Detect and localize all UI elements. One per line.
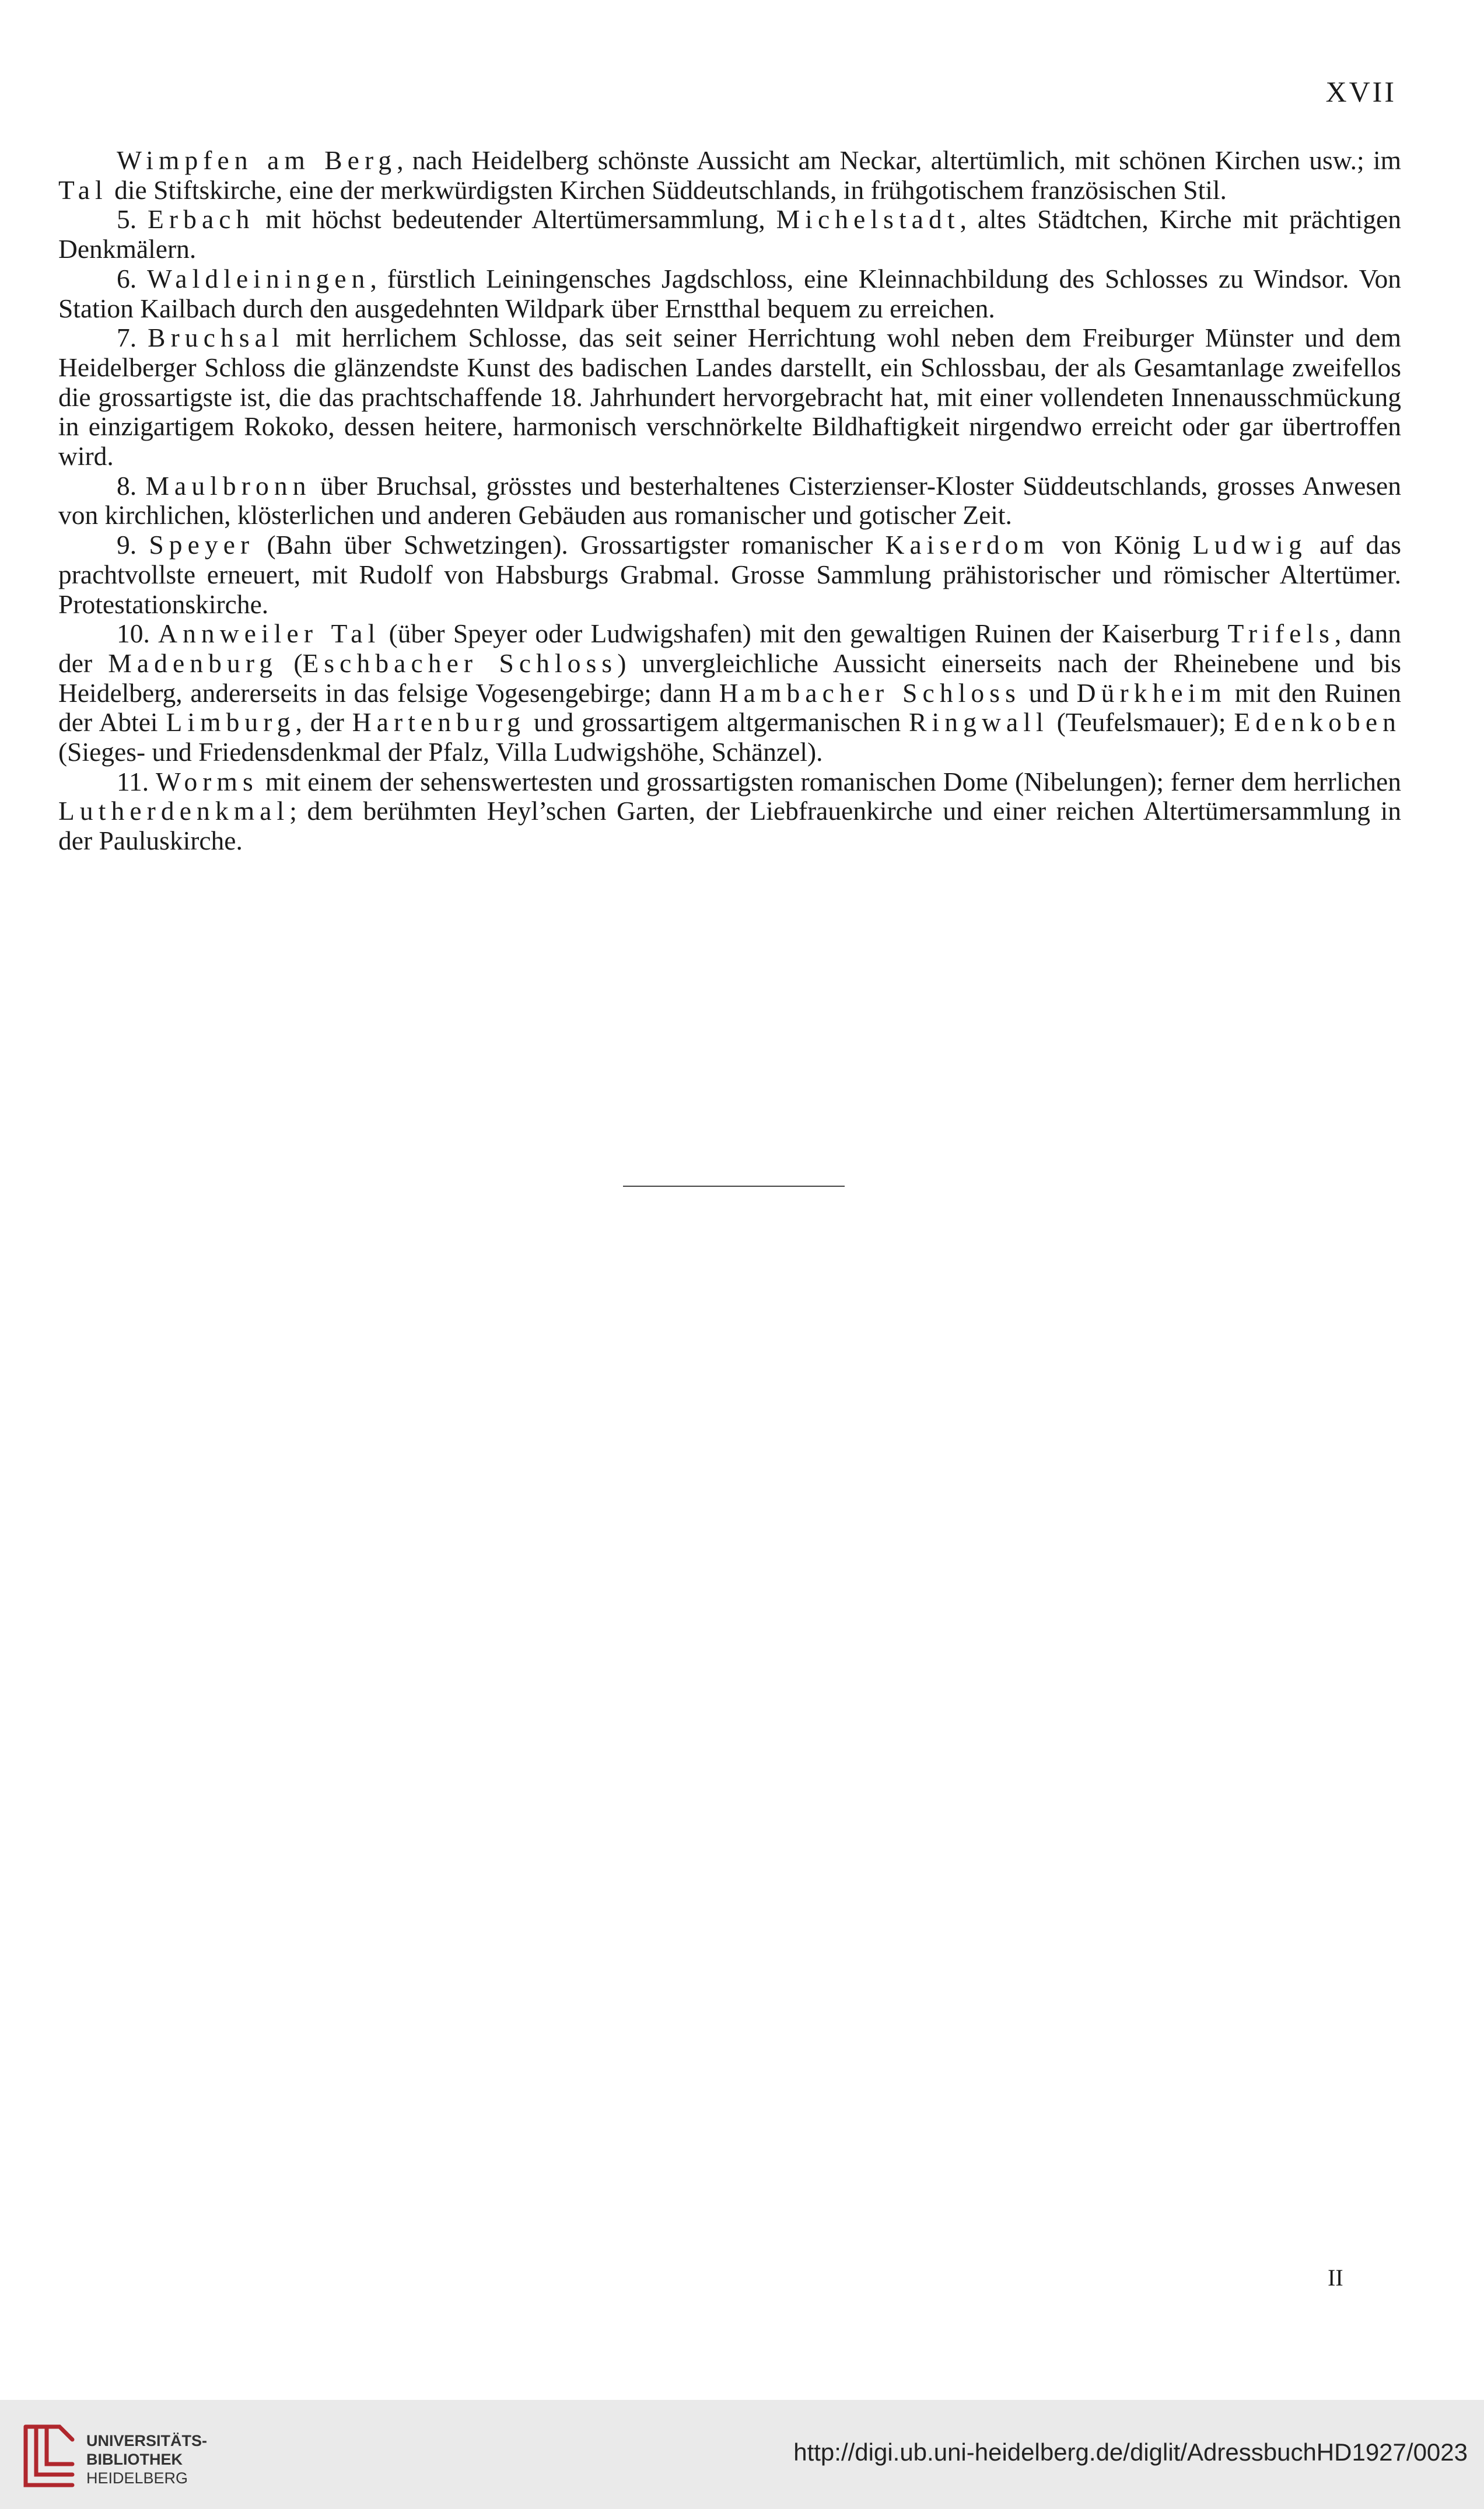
spaced-emphasis: Hambacher Schloss xyxy=(719,677,1021,708)
spaced-emphasis: Erbach xyxy=(148,204,255,235)
spaced-emphasis: Limburg xyxy=(166,707,296,738)
spaced-emphasis: Annweiler Tal xyxy=(158,618,381,649)
text-run: die Stiftskirche, eine der merkwürdigsten Kirchen Süddeutschlands, in frühgotischem französischen Stil. xyxy=(107,174,1227,205)
spaced-emphasis: Kaiserdom xyxy=(885,530,1050,560)
text-block xyxy=(58,146,1401,856)
text-run: (Sieges- und Friedensdenkmal der Pfalz, Villa Ludwigshöhe, Schänzel). xyxy=(58,737,823,767)
spaced-emphasis: Ringwall xyxy=(909,707,1049,738)
spaced-emphasis: Hartenburg xyxy=(352,707,526,738)
text-run: 5. xyxy=(117,204,148,235)
spaced-emphasis: Eschbacher Schloss xyxy=(302,648,618,678)
library-name-line: BIBLIOTHEK xyxy=(86,2451,183,2468)
spaced-emphasis: Ludwig xyxy=(1192,530,1307,560)
library-logo-icon xyxy=(14,2421,84,2491)
text-run: ( xyxy=(278,648,303,678)
text-run: (über Speyer oder Ludwigshafen) mit den gewaltigen Ruinen der Kaiserburg xyxy=(380,618,1228,649)
paragraph xyxy=(58,323,1401,471)
text-run: , nach Heidelberg schönste Aussicht am Neckar, altertümlich, mit schönen Kirchen usw.; im xyxy=(397,145,1401,175)
spaced-emphasis: Maulbronn xyxy=(145,470,312,501)
paragraph xyxy=(58,471,1401,530)
paragraph xyxy=(58,146,1401,205)
text-run: ; dem berühmten Heyl’schen Garten, der Liebfrauenkirche und einer reichen Altertümersammlung in der Pauluskirche. xyxy=(58,796,1401,856)
text-run: auf das prachtvollste erneuert, mit Rudolf von Habsburgs Grabmal. Grosse Sammlung prähistorischer und römischer Altertümer. Protestationskirche. xyxy=(58,530,1402,619)
paragraph xyxy=(58,619,1401,767)
text-run: (Teufelsmauer); xyxy=(1048,707,1234,738)
paragraph xyxy=(58,205,1401,264)
text-run: , fürstlich Leiningensches Jagdschloss, eine Kleinnachbildung des Schlosses zu Windsor. Von Station Kailbach durch den ausgedehnten Wildpark über Ernstthal bequem zu erreichen. xyxy=(58,263,1401,323)
text-run: 7. xyxy=(117,323,148,353)
page-number: XVII xyxy=(1325,75,1396,108)
text-run: 6. xyxy=(117,263,147,293)
text-run: , dann der xyxy=(58,618,1401,678)
text-run: ) unvergleichliche Aussicht einerseits nach der Rheinebene und bis Heidelberg, andererseits in das felsige Vogesengebirge; dann xyxy=(58,648,1401,708)
spaced-emphasis: Bruchsal xyxy=(148,323,285,353)
text-run: mit den Ruinen der Abtei xyxy=(58,677,1401,738)
text-run: 9. xyxy=(117,530,149,560)
spaced-emphasis: Speyer xyxy=(149,530,255,560)
spaced-emphasis: Edenkoben xyxy=(1234,707,1401,738)
source-url-link[interactable]: http://digi.ub.uni-heidelberg.de/diglit/AdressbuchHD1927/0023 xyxy=(793,2438,1468,2466)
spaced-emphasis: Michelstadt xyxy=(776,204,960,235)
text-run: von König xyxy=(1049,530,1193,560)
spaced-emphasis: Trifels xyxy=(1227,618,1335,649)
text-run: mit höchst bedeutender Altertümersammlung, xyxy=(254,204,776,235)
footer-bar xyxy=(0,2400,1484,2509)
text-run: mit herrlichem Schlosse, das seit seiner Herrichtung wohl neben dem Freiburger Münster und dem Heidelberger Schloss die glänzendste Kunst des badischen Landes darstellt, ein Schlossbau, der als Gesamtanlage zweifellos die grossartigste ist, die das prachtschaffende 18. Jahrhundert hervorgebracht hat, mit einer vollendeten Innenausschmückung in einzigartigem Rokoko, dessen heitere, harmonisch verschnörkelte Bildhaftigkeit nirgendwo erreicht oder gar übertroffen wird. xyxy=(58,323,1402,471)
paragraph xyxy=(58,264,1401,323)
text-run: über Bruchsal, grösstes und besterhaltenes Cisterzienser-Kloster Süddeutschlands, grosses Anwesen von kirchlichen, klösterlichen und anderen Gebäuden aus romanischer und gotischer Zeit. xyxy=(58,470,1401,530)
spaced-emphasis: Tal xyxy=(58,174,108,205)
text-run: mit einem der sehenswertesten und grossartigsten romanischen Dome (Nibelungen); ferner dem herrlichen xyxy=(258,766,1401,796)
text-run: und grossartigem altgermanischen xyxy=(526,707,909,738)
spaced-emphasis: Madenburg xyxy=(108,648,278,678)
spaced-emphasis: Dürkheim xyxy=(1076,677,1227,708)
spaced-emphasis: Worms xyxy=(156,766,258,796)
paragraph xyxy=(58,530,1401,619)
text-run: und xyxy=(1020,677,1077,708)
library-name-line: UNIVERSITÄTS- xyxy=(86,2432,208,2449)
text-run: 8. xyxy=(117,470,146,501)
spaced-emphasis: Wimpfen am Berg xyxy=(117,145,397,175)
text-run: 10. xyxy=(117,618,159,649)
text-run: (Bahn über Schwetzingen). Grossartigster romanischer xyxy=(254,530,886,560)
spaced-emphasis: Waldleiningen xyxy=(146,263,370,293)
section-divider xyxy=(623,1186,845,1187)
library-name-line: HEIDELBERG xyxy=(86,2469,188,2487)
spaced-emphasis: Lutherdenkmal xyxy=(58,796,290,826)
text-run: 11. xyxy=(117,766,156,796)
library-name xyxy=(86,2431,207,2487)
text-run: , altes Städtchen, Kirche mit prächtigen Denkmälern. xyxy=(58,204,1401,264)
text-run: , der xyxy=(295,707,352,738)
paragraph xyxy=(58,767,1401,856)
signature-mark: II xyxy=(1328,2265,1343,2291)
